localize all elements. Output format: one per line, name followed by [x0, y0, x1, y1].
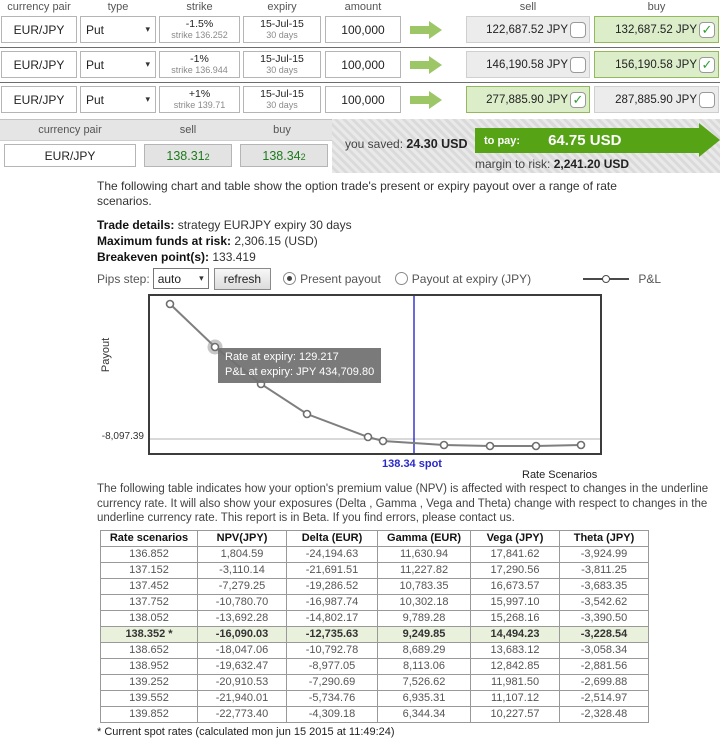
expiry-date: 15-Jul-15 — [260, 17, 304, 30]
greeks-cell: -24,194.63 — [287, 546, 378, 562]
amount-field[interactable] — [325, 86, 401, 113]
breakeven-value: 133.419 — [212, 250, 256, 264]
order-row — [0, 13, 720, 47]
checkbox-icon[interactable]: ✓ — [570, 92, 586, 108]
data-point — [304, 411, 311, 418]
header-amount: amount — [344, 1, 382, 13]
table-intro-paragraph: The following table indicates how your option's premium value (NPV) is affected with respect to changes in the underline currency rate. It will also show your exposures (Delta , Gamma , Vega and Theta) change with respect to changes in the underline currency rate. This report is in Beta. If you find errors, please contact us. — [97, 483, 709, 524]
greeks-table — [100, 530, 649, 723]
sell-price-value: 146,190.58 JPY — [486, 58, 568, 71]
option-type-select[interactable] — [80, 16, 156, 43]
payout-at-expiry-radio[interactable] — [395, 272, 408, 285]
data-point — [365, 434, 372, 441]
quote-summary-section — [0, 119, 720, 173]
greeks-row — [101, 706, 649, 722]
greeks-cell: 15,268.16 — [471, 610, 560, 626]
greeks-cell: 7,526.62 — [378, 674, 471, 690]
arrow-bar — [410, 26, 429, 34]
expiry-date: 15-Jul-15 — [260, 52, 304, 65]
pips-step-select[interactable] — [153, 268, 209, 289]
spot-label: 138.34 spot — [382, 458, 442, 470]
greeks-cell: 6,935.31 — [378, 690, 471, 706]
greeks-cell: 10,302.18 — [378, 594, 471, 610]
greeks-cell: -21,691.51 — [287, 562, 378, 578]
greeks-cell: 13,683.12 — [471, 642, 560, 658]
sell-price-cell[interactable] — [466, 51, 590, 78]
amount-field[interactable] — [325, 51, 401, 78]
sell-price-value: 277,885.90 JPY — [486, 93, 568, 106]
greeks-cell: -10,780.70 — [198, 594, 287, 610]
strike-value: strike 136.252 — [171, 29, 228, 40]
greeks-cell: -3,542.62 — [560, 594, 649, 610]
greeks-cell: 137.752 — [101, 594, 198, 610]
chevron-down-icon: ▾ — [145, 94, 150, 104]
greeks-col-header: Delta (EUR) — [287, 530, 378, 546]
strike-value: strike 139.71 — [173, 99, 226, 110]
buy-price-value: 156,190.58 JPY — [615, 58, 697, 71]
payout-at-expiry-label: Payout at expiry (JPY) — [411, 271, 532, 286]
greeks-cell: -19,632.47 — [198, 658, 287, 674]
currency-pair-box — [1, 86, 77, 113]
greeks-cell: 17,841.62 — [471, 546, 560, 562]
x-axis-label: Rate Scenarios — [522, 469, 598, 481]
expiry-box[interactable] — [243, 86, 321, 113]
greeks-row — [101, 674, 649, 690]
y-axis-label: Payout — [100, 337, 112, 373]
checkbox-icon[interactable] — [570, 22, 586, 38]
max-funds-value: 2,306.15 (USD) — [234, 234, 318, 248]
greeks-cell: -3,228.54 — [560, 626, 649, 642]
greeks-row — [101, 642, 649, 658]
greeks-col-header: Rate scenarios — [101, 530, 198, 546]
quote-panel — [0, 119, 332, 173]
header-expiry: expiry — [267, 1, 297, 13]
greeks-cell: -21,940.01 — [198, 690, 287, 706]
arrow-bar — [410, 61, 429, 69]
greeks-col-header: NPV(JPY) — [198, 530, 287, 546]
present-payout-label: Present payout — [300, 271, 381, 286]
greeks-cell: 11,227.82 — [378, 562, 471, 578]
greeks-cell: -3,924.99 — [560, 546, 649, 562]
order-rows — [0, 13, 720, 117]
header-sell: sell — [519, 1, 537, 13]
greeks-cell: 136.852 — [101, 546, 198, 562]
chart-controls — [97, 267, 697, 290]
quote-buy-pip: 2 — [300, 152, 306, 162]
expiry-box[interactable] — [243, 16, 321, 43]
greeks-cell: 9,249.85 — [378, 626, 471, 642]
present-payout-radio[interactable] — [283, 272, 296, 285]
trade-details-value: strategy EURJPY expiry 30 days — [177, 218, 352, 232]
margin-label: margin to risk: — [475, 157, 551, 171]
option-type-value: Put — [86, 57, 105, 72]
chart-tooltip — [218, 348, 381, 383]
greeks-cell: 11,981.50 — [471, 674, 560, 690]
greeks-cell: -3,390.50 — [560, 610, 649, 626]
header-spacer — [410, 1, 454, 13]
strike-value: strike 136.944 — [171, 64, 228, 75]
greeks-cell: 12,842.85 — [471, 658, 560, 674]
currency-pair-value: EUR/JPY — [13, 57, 65, 72]
order-row — [0, 83, 720, 117]
checkbox-icon[interactable] — [699, 92, 715, 108]
right-arrow-icon — [410, 56, 454, 74]
legend-line-icon — [583, 278, 629, 280]
greeks-cell: 17,290.56 — [471, 562, 560, 578]
breakeven-label: Breakeven point(s): — [97, 250, 210, 264]
legend-marker-icon — [602, 275, 610, 283]
greeks-cell: -14,802.17 — [287, 610, 378, 626]
greeks-cell: -5,734.76 — [287, 690, 378, 706]
strike-percent: -1% — [190, 52, 209, 65]
margin-value: 2,241.20 USD — [553, 157, 630, 171]
to-pay-value: 64.75 USD — [548, 132, 622, 149]
amount-value: 100,000 — [341, 22, 385, 37]
currency-pair-value: EUR/JPY — [13, 92, 65, 107]
greeks-cell: -8,977.05 — [287, 658, 378, 674]
greeks-cell: 9,789.28 — [378, 610, 471, 626]
currency-pair-box — [1, 16, 77, 43]
max-funds-line — [97, 233, 720, 249]
checkbox-icon[interactable]: ✓ — [699, 57, 715, 73]
greeks-cell: 6,344.34 — [378, 706, 471, 722]
greeks-cell: 16,673.57 — [471, 578, 560, 594]
quote-header-sell: sell — [179, 124, 197, 136]
right-arrow-icon — [410, 91, 454, 109]
tooltip-pnl-line: P&L at expiry: JPY 434,709.80 — [225, 366, 375, 378]
quote-sell-pip: 2 — [204, 152, 210, 162]
right-arrow-icon — [410, 21, 454, 39]
option-type-select[interactable] — [80, 51, 156, 78]
trade-details-label: Trade details: — [97, 218, 175, 232]
greeks-cell: 138.352 * — [101, 626, 198, 642]
greeks-cell: -12,735.63 — [287, 626, 378, 642]
arrow-bar — [410, 96, 429, 104]
expiry-days: 30 days — [266, 29, 298, 40]
greeks-cell: 10,783.35 — [378, 578, 471, 594]
checkbox-icon[interactable]: ✓ — [699, 22, 715, 38]
greeks-cell: 1,804.59 — [198, 546, 287, 562]
quote-pair-box: EUR/JPY — [4, 144, 136, 167]
greeks-col-header: Gamma (EUR) — [378, 530, 471, 546]
option-type-select[interactable] — [80, 86, 156, 113]
data-point — [380, 438, 387, 445]
margin-to-risk-line — [475, 157, 629, 171]
quote-header-buy: buy — [273, 124, 291, 136]
expiry-days: 30 days — [266, 99, 298, 110]
trade-details-block — [97, 217, 720, 265]
buy-price-value: 287,885.90 JPY — [615, 93, 697, 106]
greeks-cell: 138.952 — [101, 658, 198, 674]
expiry-days: 30 days — [266, 64, 298, 75]
header-strike: strike — [186, 1, 213, 13]
buy-price-value: 132,687.52 JPY — [615, 23, 697, 36]
legend-label: P&L — [638, 271, 661, 286]
greeks-cell: 139.852 — [101, 706, 198, 722]
cost-summary-panel — [332, 119, 720, 173]
payout-chart — [0, 292, 720, 480]
data-point — [578, 442, 585, 449]
order-row — [0, 48, 720, 82]
strike-percent: +1% — [188, 87, 211, 100]
you-saved-line — [345, 137, 468, 151]
greeks-cell: -16,090.03 — [198, 626, 287, 642]
greeks-cell: 15,997.10 — [471, 594, 560, 610]
greeks-cell: -22,773.40 — [198, 706, 287, 722]
greeks-cell: 10,227.57 — [471, 706, 560, 722]
intro-paragraph: The following chart and table show the option trade's present or expiry payout over a range of rate scenarios. — [97, 179, 617, 208]
chevron-down-icon: ▾ — [145, 59, 150, 69]
header-type: type — [107, 1, 129, 13]
arrow-head — [429, 21, 442, 39]
greeks-cell: 139.552 — [101, 690, 198, 706]
greeks-cell: 8,689.29 — [378, 642, 471, 658]
currency-pair-value: EUR/JPY — [13, 22, 65, 37]
tooltip-rate-line: Rate at expiry: 129.217 — [225, 351, 339, 363]
greeks-cell: -3,811.25 — [560, 562, 649, 578]
quote-sell-box — [144, 144, 232, 167]
breakeven-line — [97, 249, 720, 265]
buy-price-cell[interactable] — [594, 16, 719, 43]
strike-box[interactable] — [159, 86, 240, 113]
greeks-cell: -7,290.69 — [287, 674, 378, 690]
currency-pair-box — [1, 51, 77, 78]
greeks-cell: 138.652 — [101, 642, 198, 658]
buy-price-cell[interactable] — [594, 51, 719, 78]
greeks-cell: -10,792.78 — [287, 642, 378, 658]
strike-box[interactable] — [159, 16, 240, 43]
expiry-box[interactable] — [243, 51, 321, 78]
to-pay-label: to pay: — [484, 134, 521, 147]
arrow-head — [429, 56, 442, 74]
greeks-cell: 11,630.94 — [378, 546, 471, 562]
greeks-cell: -19,286.52 — [287, 578, 378, 594]
checkbox-icon[interactable] — [570, 57, 586, 73]
greeks-cell: 137.152 — [101, 562, 198, 578]
greeks-row — [101, 626, 649, 642]
pnl-legend — [583, 272, 661, 286]
refresh-button[interactable]: refresh — [214, 268, 271, 290]
sell-price-cell[interactable] — [466, 16, 590, 43]
greeks-cell: 139.252 — [101, 674, 198, 690]
data-point — [533, 443, 540, 450]
y-axis-tick: -8,097.39 — [101, 431, 144, 442]
you-saved-label: you saved: — [345, 137, 404, 151]
order-column-headers — [0, 0, 720, 13]
header-currency-pair: currency pair — [7, 1, 71, 13]
amount-field[interactable] — [325, 16, 401, 43]
greeks-cell: -2,881.56 — [560, 658, 649, 674]
quote-row — [0, 141, 332, 167]
strike-box[interactable] — [159, 51, 240, 78]
greeks-cell: -4,309.18 — [287, 706, 378, 722]
plot-area — [148, 294, 602, 455]
greeks-cell: -7,279.25 — [198, 578, 287, 594]
greeks-cell: -3,110.14 — [198, 562, 287, 578]
you-saved-value: 24.30 USD — [406, 137, 468, 151]
greeks-cell: 137.452 — [101, 578, 198, 594]
pips-step-value: auto — [157, 271, 182, 286]
greeks-cell: -13,692.28 — [198, 610, 287, 626]
header-buy: buy — [647, 1, 666, 13]
chevron-down-icon: ▾ — [199, 273, 204, 283]
greeks-cell: -2,699.88 — [560, 674, 649, 690]
greeks-cell: -16,987.74 — [287, 594, 378, 610]
option-type-value: Put — [86, 22, 105, 37]
greeks-row — [101, 546, 649, 562]
greeks-cell: -18,047.06 — [198, 642, 287, 658]
data-point — [487, 443, 494, 450]
trade-details-line — [97, 217, 720, 233]
option-type-value: Put — [86, 92, 105, 107]
buy-price-cell[interactable] — [594, 86, 719, 113]
greeks-row — [101, 690, 649, 706]
chevron-down-icon: ▾ — [145, 24, 150, 34]
footnote: * Current spot rates (calculated mon jun 15 2015 at 11:49:24) — [97, 725, 395, 738]
to-pay-bar — [475, 128, 699, 153]
amount-value: 100,000 — [341, 57, 385, 72]
quote-header-pair: currency pair — [38, 124, 102, 136]
quote-buy-box — [240, 144, 328, 167]
greeks-row — [101, 610, 649, 626]
greeks-row — [101, 658, 649, 674]
greeks-col-header: Vega (JPY) — [471, 530, 560, 546]
greeks-row — [101, 578, 649, 594]
greeks-col-header: Theta (JPY) — [560, 530, 649, 546]
greeks-cell: 14,494.23 — [471, 626, 560, 642]
greeks-header-row — [101, 530, 649, 546]
greeks-cell: 138.052 — [101, 610, 198, 626]
arrow-head — [429, 91, 442, 109]
greeks-cell: 8,113.06 — [378, 658, 471, 674]
greeks-row — [101, 594, 649, 610]
greeks-cell: 11,107.12 — [471, 690, 560, 706]
amount-value: 100,000 — [341, 92, 385, 107]
quote-sell-value: 138.31 — [166, 148, 205, 163]
pips-step-label: Pips step: — [97, 271, 150, 286]
greeks-cell: -3,683.35 — [560, 578, 649, 594]
greeks-cell: -2,514.97 — [560, 690, 649, 706]
expiry-date: 15-Jul-15 — [260, 87, 304, 100]
quote-buy-value: 138.34 — [262, 148, 301, 163]
quote-header-bar — [0, 119, 332, 141]
data-point — [167, 301, 174, 308]
greeks-cell: -3,058.34 — [560, 642, 649, 658]
greeks-row — [101, 562, 649, 578]
max-funds-label: Maximum funds at risk: — [97, 234, 232, 248]
greeks-cell: -20,910.53 — [198, 674, 287, 690]
pay-arrow-icon — [699, 123, 720, 157]
sell-price-cell[interactable] — [466, 86, 590, 113]
strike-percent: -1.5% — [185, 17, 214, 30]
sell-price-value: 122,687.52 JPY — [486, 23, 568, 36]
data-point — [441, 442, 448, 449]
greeks-cell: -2,328.48 — [560, 706, 649, 722]
